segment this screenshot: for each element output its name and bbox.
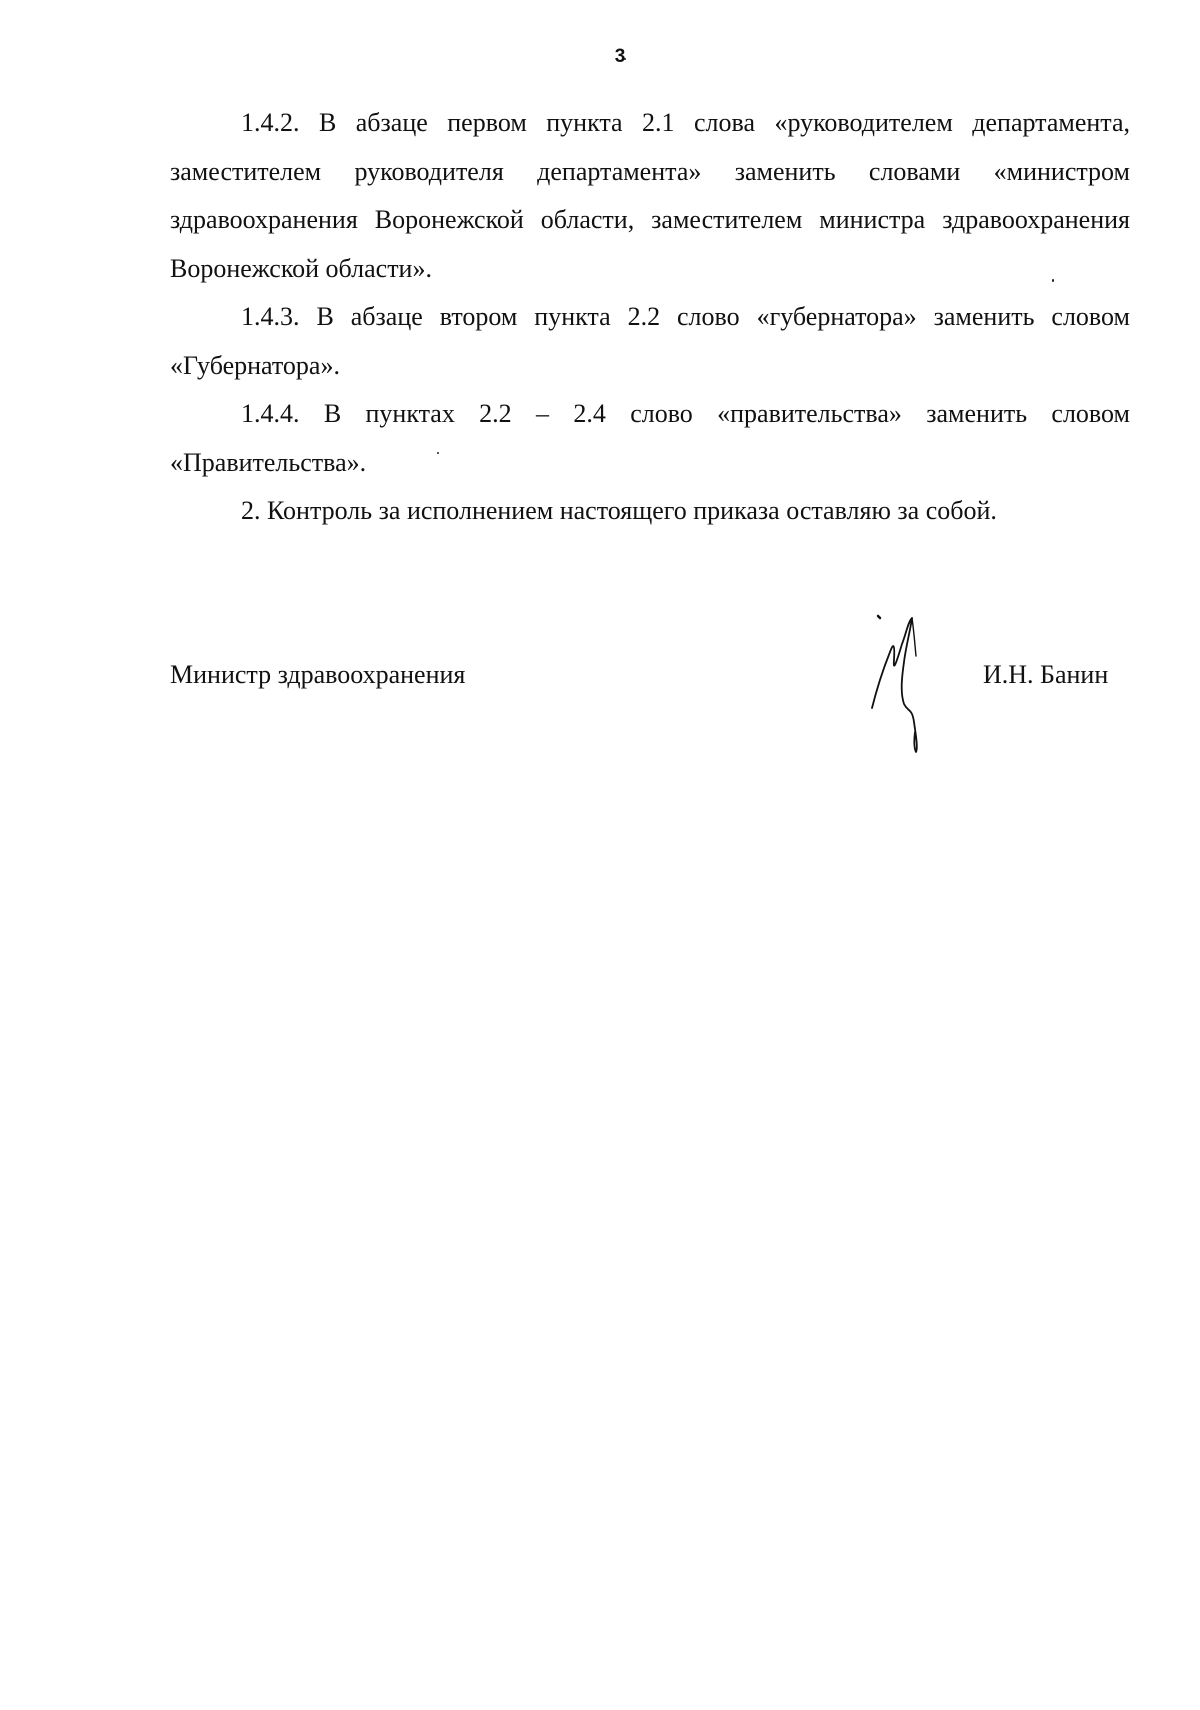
scan-speck bbox=[437, 452, 439, 454]
signatory-name: И.Н. Банин bbox=[983, 660, 1109, 689]
paragraph-1-4-2: 1.4.2. В абзаце первом пункта 2.1 слова «руководителем департамента, заместителем руководителя департамента» заменить словами «министром здравоохранения Воронежской области, заместителем министра здравоохранения Воронежской области». bbox=[170, 108, 1130, 283]
handwritten-signature bbox=[860, 612, 970, 757]
scan-speck bbox=[1052, 279, 1054, 282]
paragraph-2: 2. Контроль за исполнением настоящего приказа оставляю за собой. bbox=[241, 496, 997, 525]
paragraph-1-4-4: 1.4.4. В пунктах 2.2 – 2.4 слово «правительства» заменить словом «Правительства». bbox=[170, 399, 1130, 477]
signatory-title: Министр здравоохранения bbox=[170, 660, 466, 689]
document-body bbox=[170, 99, 1130, 536]
page-number: 3 bbox=[614, 46, 626, 67]
paragraph-1-4-3: 1.4.3. В абзаце втором пункта 2.2 слово «губернатора» заменить словом «Губернатора». bbox=[170, 302, 1130, 380]
